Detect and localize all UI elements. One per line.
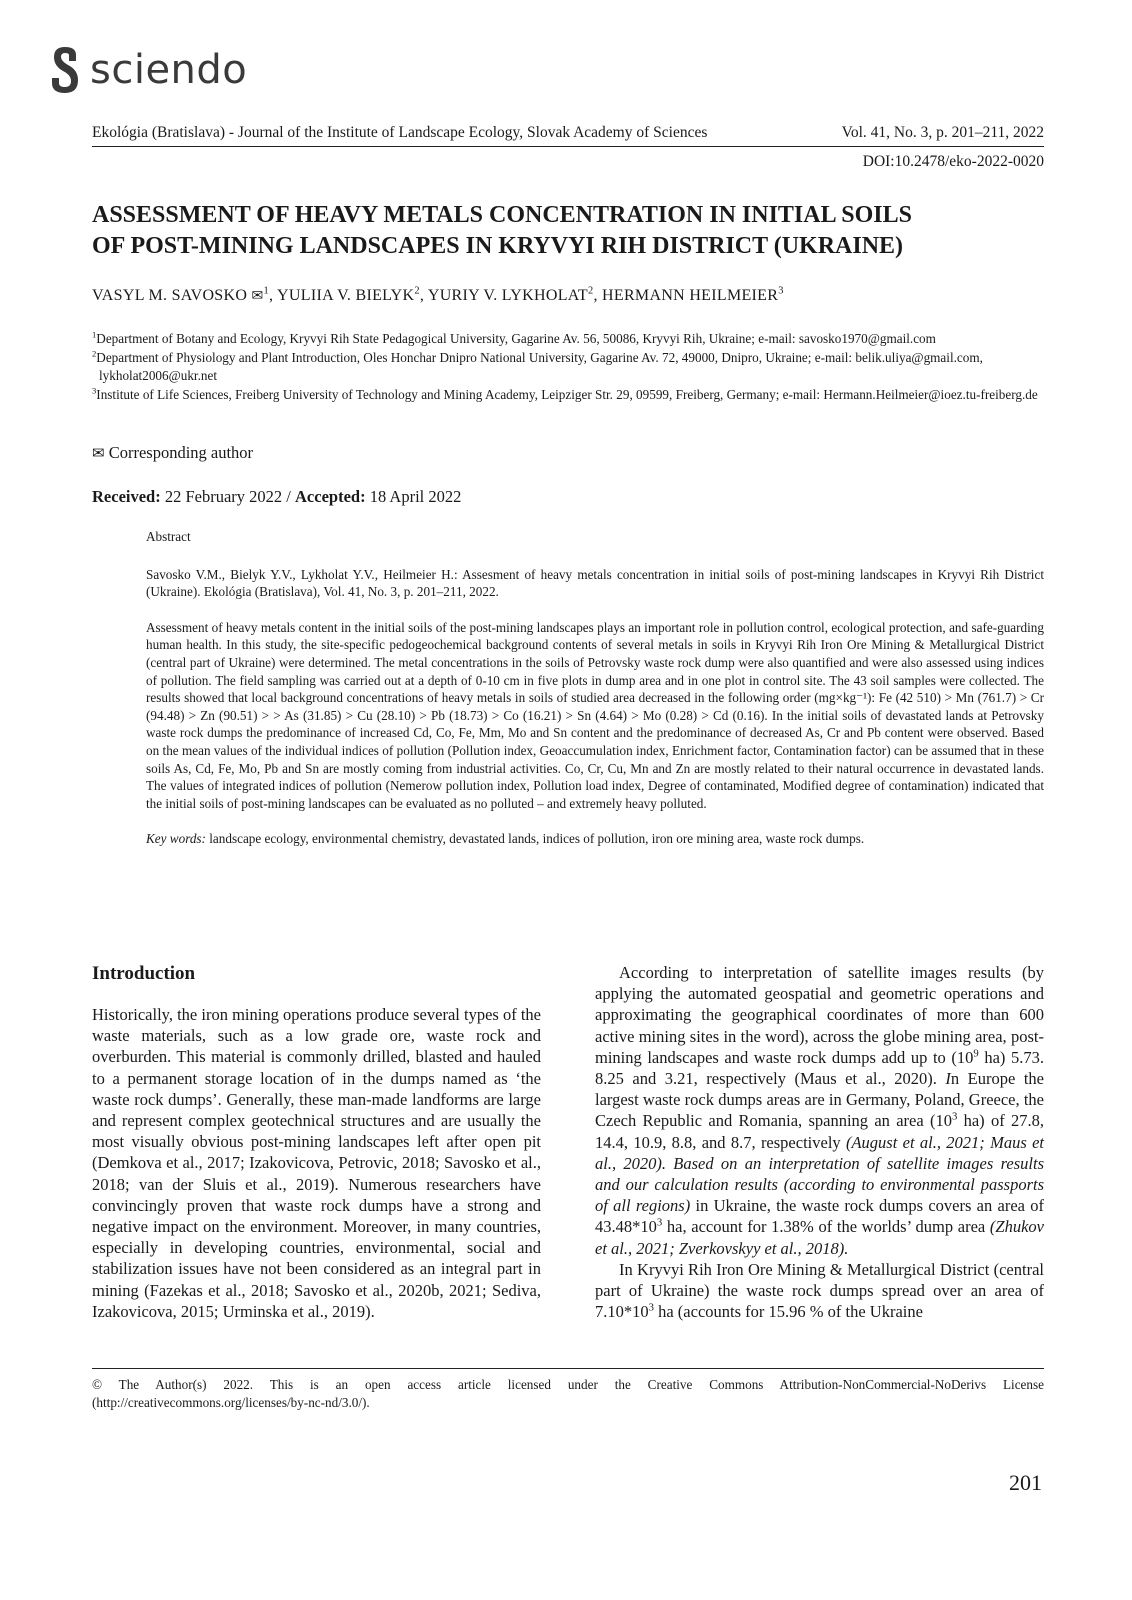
introduction-right-column: [595, 962, 1044, 1322]
page-number: 201: [1009, 1470, 1042, 1495]
date-separator: /: [286, 487, 291, 506]
title-line-2: OF POST-MINING LANDSCAPES IN KRYVYI RIH DISTRICT (UKRAINE): [92, 233, 904, 259]
received-label: Received:: [92, 487, 161, 506]
publisher-logo: [48, 44, 247, 96]
author-4: , HERMANN HEILMEIER: [593, 287, 779, 304]
author-3-affil: 2: [587, 285, 594, 297]
introduction-heading: Introduction: [92, 963, 196, 984]
author-4-affil: 3: [778, 285, 784, 297]
affiliation-item: $^1$Department of Botany and Ecology, Kryvyi Rih State Pedagogical University, Gagarine Av. 56, 50086, Kryvyi Rih, Ukraine; e-mail: savosko1970@gmail.com: [92, 329, 936, 346]
intro-paragraph-2: According to interpretation of satellite images results (by applying the automated geospatial and geometric operations and approximating the geographical coordinates of more than 600 active mining sites in the word), across the globe mining area, post-mining landscapes and waste rock dumps add up to ($10^9$ ha) 5.73. 8.25 and 3.21, respectively (Maus et al., 2020). In Europe the largest waste rock dumps areas are in Germany, Poland, Greece, the Czech Republic and Romania, spanning an area ($10^3$ ha) of 27.8, 14.4, 10.9, 8.8, and 8.7, respectively (August et al., 2021; Maus et al., 2020). Based on an interpretation of satellite images results and our calculation results (according to environmental passports of all regions) in Ukraine, the waste rock dumps covers an area of $43.48*10^3$ ha, account for 1.38% of the worlds’ dump area (Zhukov et al., 2021; Zverkovskyy et al., 2018).: [595, 963, 1044, 1258]
abstract-body: Assessment of heavy metals content in the initial soils of the post-mining landscapes plays an important role in pollution control, ecological protection, and safe-guarding human health. In this study, the site-specific pedogeochemical background contents of several metals in soils in Kryvyi Rih Iron Ore Mining & Metallurgical District (central part of Ukraine) were determined. The metal concentrations in the soils of Petrovsky waste rock dump were also quantified and were also assessed using indices of pollution. The field sampling was carried out at a depth of 0-10 cm in five plots in dump area and in one plot in control site. The 43 soil samples were collected. The results showed that local background concentrations of heavy metals in soils of studied area decreased in the following order (mg×kg⁻¹): Fe (42 510) > Mn (761.7) > Cr (94.48) > Zn (90.51) > > As (31.85) > Cu (28.10) > Pb (18.73) > Co (16.21) > Sn (4.64) > Mo (0.28) > Cd (0.16). In the initial soils of devastated lands at Petrovsky waste rock dumps the predominance of increased Cd, Co, Fe, Mm, Mo and Sn content and the predominance of decreased As, Cr and Pb content were observed. Based on the mean values of the individual indices of pollution (Pollution index, Geoaccumulation index, Enrichment factor, Contamination factor) can be assumed that in these soils As, Cd, Fe, Mo, Pb and Sn are mostly coming from industrial activities. Co, Cr, Cu, Mn and Zn are mostly related to their natural occurrence in devastated lands. The values of integrated indices of pollution (Nemerow pollution index, Pollution load index, Degree of contaminated, Modified degree of contamination) indicated that the initial soils of post-mining landscapes can be evaluated as no polluted – and extremely heavy polluted.: [146, 619, 1044, 811]
title-line-1: ASSESSMENT OF HEAVY METALS CONCENTRATION IN INITIAL SOILS: [92, 202, 912, 228]
affiliations: [92, 330, 1044, 404]
article-title: [92, 200, 1044, 262]
author-1: VASYL M. SAVOSKO: [92, 287, 252, 304]
keywords: [146, 830, 1044, 848]
keywords-label: Key words:: [146, 831, 206, 847]
envelope-icon: ✉: [251, 289, 264, 304]
corresponding-author-note: [92, 443, 253, 463]
author-list: [92, 287, 1044, 305]
affiliation-item: $^2$Department of Physiology and Plant Introduction, Oles Honchar Dnipro National University, Gagarine Av. 72, 49000, Dnipro, Ukraine; e-mail: belik.uliya@gmail.com, lykholat2006@ukr.net: [92, 348, 983, 383]
abstract-section: [146, 528, 1044, 866]
abstract-heading: Abstract: [146, 529, 191, 544]
author-2: , YULIIA V. BIELYK: [269, 287, 415, 304]
doi: DOI:10.2478/eko-2022-0020: [862, 153, 1044, 170]
sciendo-logo-icon: [48, 45, 82, 95]
received-date: 22 February 2022: [164, 487, 283, 506]
corresponding-label: Corresponding author: [108, 443, 254, 462]
article-dates: [92, 487, 461, 507]
affiliation-item: $^3$Institute of Life Sciences, Freiberg University of Technology and Mining Academy, Leipziger Str. 29, 09599, Freiberg, Germany; e-mail: Hermann.Heilmeier@ioez.tu-freiberg.de: [92, 385, 1038, 402]
intro-paragraph-1: Historically, the iron mining operations produce several types of the waste materials, such as a low grade ore, waste rock and overburden. This material is commonly drilled, blasted and hauled to a permanent storage location of in the dumps named as ‘the waste rock dumps’. Generally, these man-made landforms are large and represent complex geotechnical structures and are usually the most visually obvious post-mining landscapes left after open pit (Demkova et al., 2017; Izakovicova, Petrovic, 2018; Savosko et al., 2018; van der Sluis et al., 2019). Numerous researchers have convincingly proven that waste rock dumps have a strong and negative impact on the environment. Moreover, in many countries, especially in developing countries, environmental, social and stabilization issues have not been considered as an integral part in mining (Fazekas et al., 2018; Savosko et al., 2020b, 2021; Sediva, Izakovicova, 2015; Urminska et al., 2019).: [92, 1005, 541, 1321]
publisher-name: sciendo: [90, 47, 248, 93]
introduction-left-column: [92, 962, 541, 1322]
journal-volume: Vol. 41, No. 3, p. 201–211, 2022: [841, 124, 1044, 141]
intro-paragraph-3: In Kryvyi Rih Iron Ore Mining & Metallurgical District (central part of Ukraine) the waste rock dumps spread over an area of $7.10*10^3$ ha (accounts for 15.96 % of the Ukraine: [595, 1259, 1044, 1322]
license-note: © The Author(s) 2022. This is an open access article licensed under the Creative Commons Attribution-NonCommercial-NoDerivs License (http://creativecommons.org/licenses/by-nc-nd/3.0/).: [92, 1377, 1044, 1410]
journal-name: Ekológia (Bratislava) - Journal of the Institute of Landscape Ecology, Slovak Academy of Sciences: [92, 124, 708, 141]
envelope-icon: ✉: [92, 446, 105, 462]
accepted-label: Accepted:: [295, 487, 366, 506]
author-3: , YURIY V. LYKHOLAT: [419, 287, 588, 304]
accepted-date: 18 April 2022: [369, 487, 462, 506]
keywords-text: landscape ecology, environmental chemistry, devastated lands, indices of pollution, iron ore mining area, waste rock dumps.: [209, 831, 865, 847]
author-2-affil: 2: [414, 285, 420, 297]
abstract-citation: Savosko V.M., Bielyk Y.V., Lykholat Y.V., Heilmeier H.: Assesment of heavy metals concentration in initial soils of post-mining landscapes in Kryvyi Rih District (Ukraine). Ekológia (Bratislava), Vol. 41, No. 3, p. 201–211, 2022.: [146, 566, 1044, 600]
author-1-affil: 1: [263, 285, 270, 297]
footer-divider: [92, 1368, 1044, 1369]
journal-header: [92, 124, 1044, 171]
